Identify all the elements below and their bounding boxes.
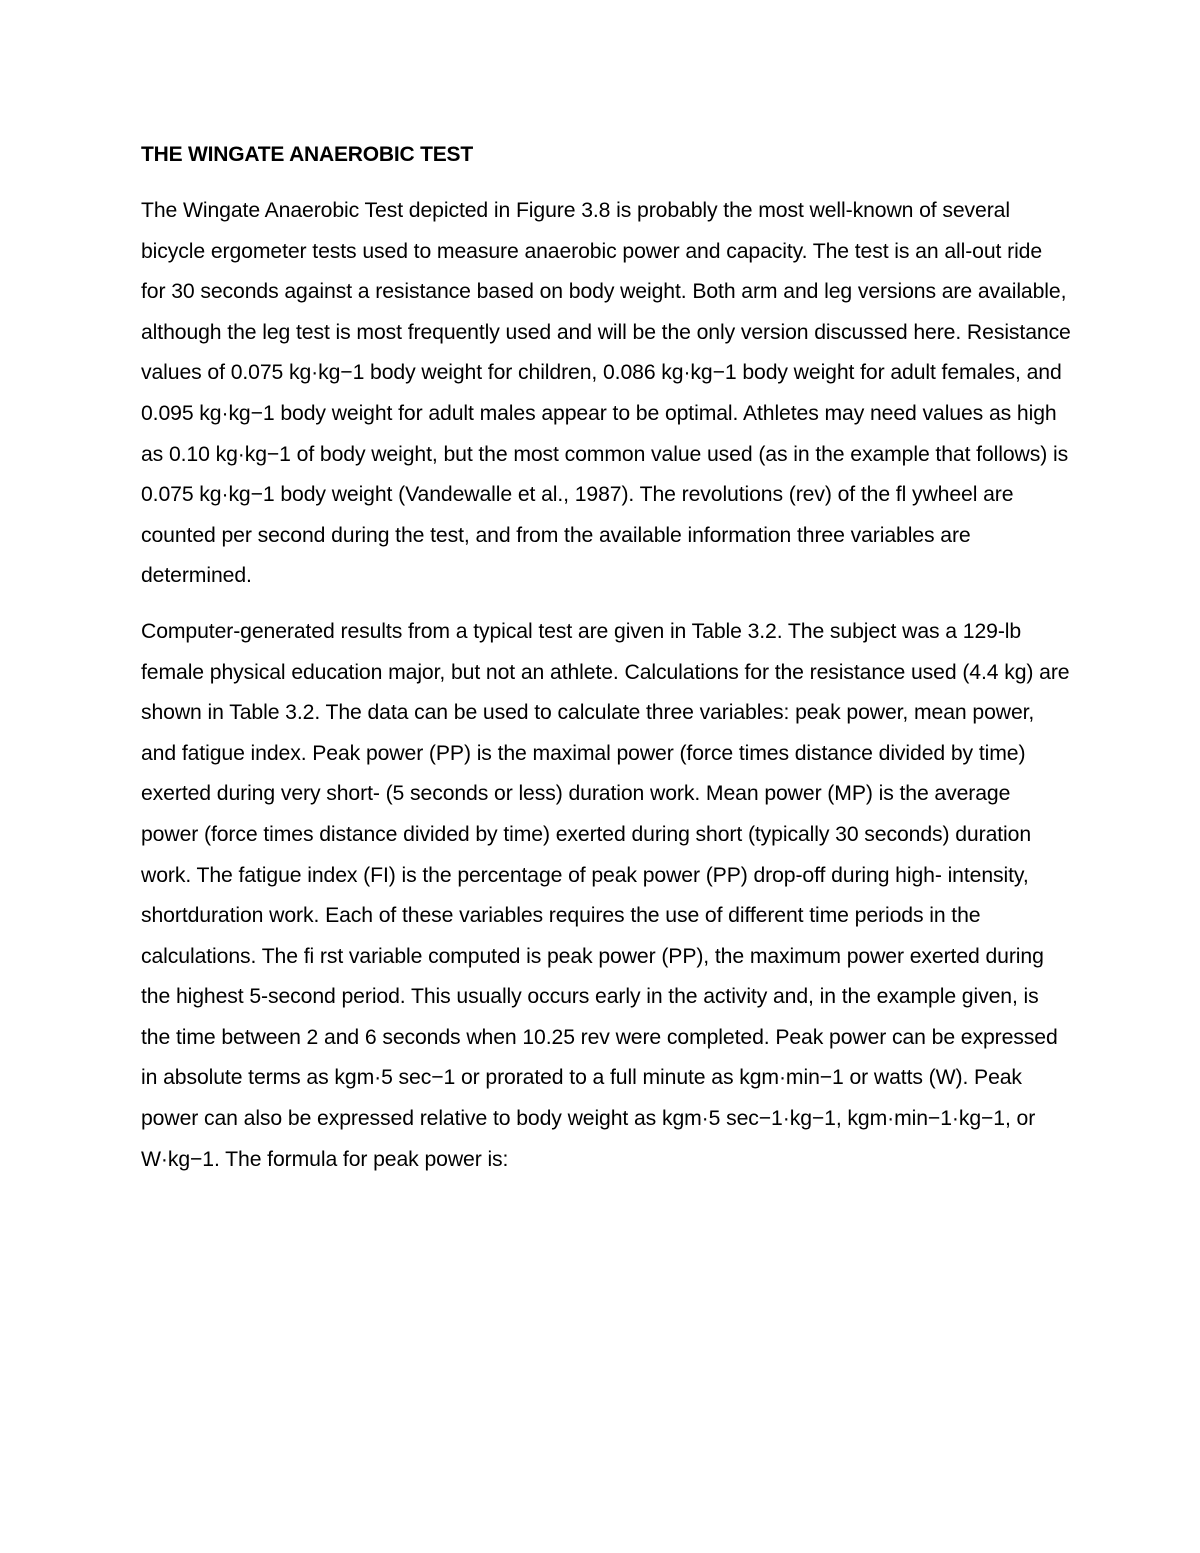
document-title: THE WINGATE ANAEROBIC TEST: [141, 143, 473, 166]
paragraph-test-results: Computer-generated results from a typical test are given in Table 3.2. The subject was a 129-lb female physical education major, but not an athlete. Calculations for the resistance used (4.4 kg) are shown in Table 3.2. The data can be used to calculate three variables: peak power, mean power, and fatigue index. Peak power (PP) is the maximal power (force times distance divided by time) exerted during very short- (5 seconds or less) duration work. Mean power (MP) is the average power (force times distance divided by time) exerted during short (typically 30 seconds) duration work. The fatigue index (FI) is the percentage of peak power (PP) drop-off during high- intensity, shortduration work. Each of these variables requires the use of different time periods in the calculations. The fi rst variable computed is peak power (PP), the maximum power exerted during the highest 5-second period. This usually occurs early in the activity and, in the example given, is the time between 2 and 6 seconds when 10.25 rev were completed. Peak power can be expressed in absolute terms as kgm·5 sec−1 or prorated to a full minute as kgm·min−1 or watts (W). Peak power can also be expressed relative to body weight as kgm·5 sec−1·kg−1, kgm·min−1·kg−1, or W·kg−1. The formula for peak power is:: [141, 619, 1070, 1171]
document-body: [141, 138, 1071, 1180]
paragraph-wingate-intro: The Wingate Anaerobic Test depicted in Figure 3.8 is probably the most well-known of several bicycle ergometer tests used to measure anaerobic power and capacity. The test is an all-out ride for 30 seconds against a resistance based on body weight. Both arm and leg versions are available, although the leg test is most frequently used and will be the only version discussed here. Resistance values of 0.075 kg·kg−1 body weight for children, 0.086 kg·kg−1 body weight for adult females, and 0.095 kg·kg−1 body weight for adult males appear to be optimal. Athletes may need values as high as 0.10 kg·kg−1 of body weight, but the most common value used (as in the example that follows) is 0.075 kg·kg−1 body weight (Vandewalle et al., 1987). The revolutions (rev) of the fl ywheel are counted per second during the test, and from the available information three variables are determined.: [141, 199, 1071, 588]
